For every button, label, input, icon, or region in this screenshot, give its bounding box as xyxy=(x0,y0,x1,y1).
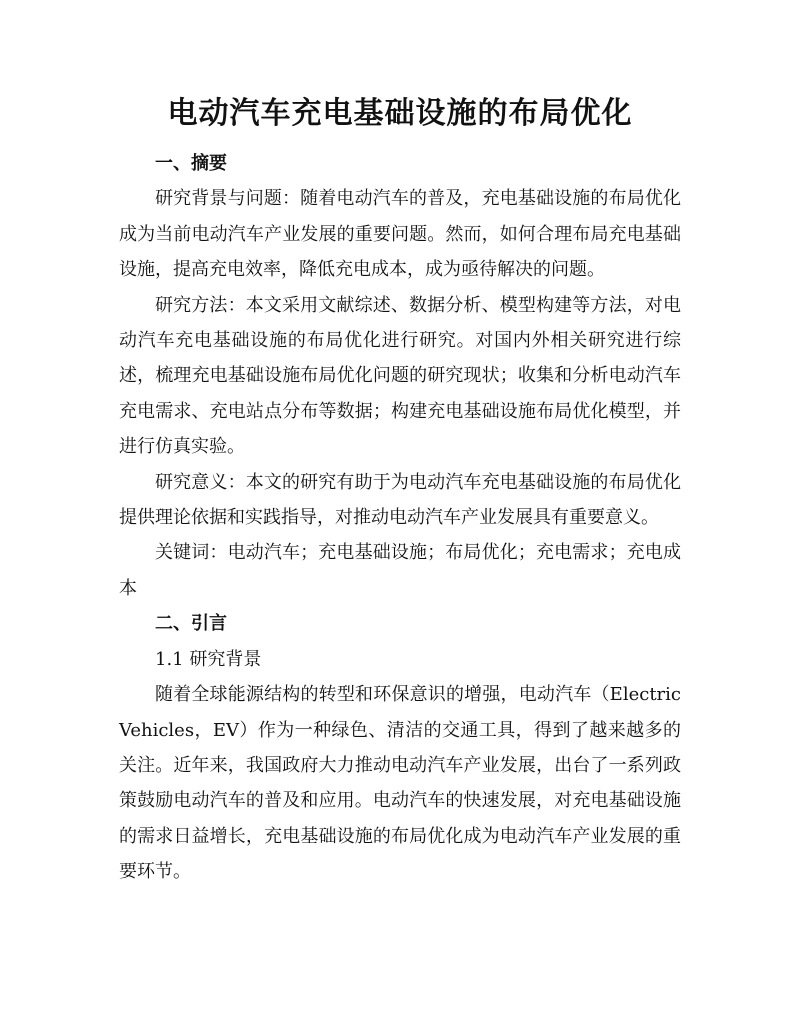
abstract-methods-paragraph: 研究方法：本文采用文献综述、数据分析、模型构建等方法，对电动汽车充电基础设施的布局优化进行研究。对国内外相关研究进行综述，梳理充电基础设施布局优化问题的研究现状；收集和分析电动汽车充电需求、充电站点分布等数据；构建充电基础设施布局优化模型，并进行仿真实验。 xyxy=(119,294,681,458)
subsection-heading-background: 1.1 研究背景 xyxy=(155,648,262,670)
document-title: 电动汽车充电基础设施的布局优化 xyxy=(167,96,633,131)
abstract-significance-paragraph: 研究意义：本文的研究有助于为电动汽车充电基础设施的布局优化提供理论依据和实践指导，对推动电动汽车产业发展具有重要意义。 xyxy=(119,471,681,529)
abstract-background-paragraph: 研究背景与问题：随着电动汽车的普及，充电基础设施的布局优化成为当前电动汽车产业发展的重要问题。然而，如何合理布局充电基础设施，提高充电效率，降低充电成本，成为亟待解决的问题。 xyxy=(119,188,681,281)
introduction-background-paragraph: 随着全球能源结构的转型和环保意识的增强，电动汽车（Electric Vehicles，EV）作为一种绿色、清洁的交通工具，得到了越来越多的关注。近年来，我国政府大力推动电动汽车产业发展，出台了一系列政策鼓励电动汽车的普及和应用。电动汽车的快速发展，对充电基础设施的需求日益增长，充电基础设施的布局优化成为电动汽车产业发展的重要环节。 xyxy=(119,684,681,883)
keywords-paragraph: 关键词：电动汽车；充电基础设施；布局优化；充电需求；充电成本 xyxy=(119,542,681,599)
document-body xyxy=(119,146,681,890)
section-heading-abstract: 一、摘要 xyxy=(155,153,227,174)
section-heading-introduction: 二、引言 xyxy=(155,613,227,635)
